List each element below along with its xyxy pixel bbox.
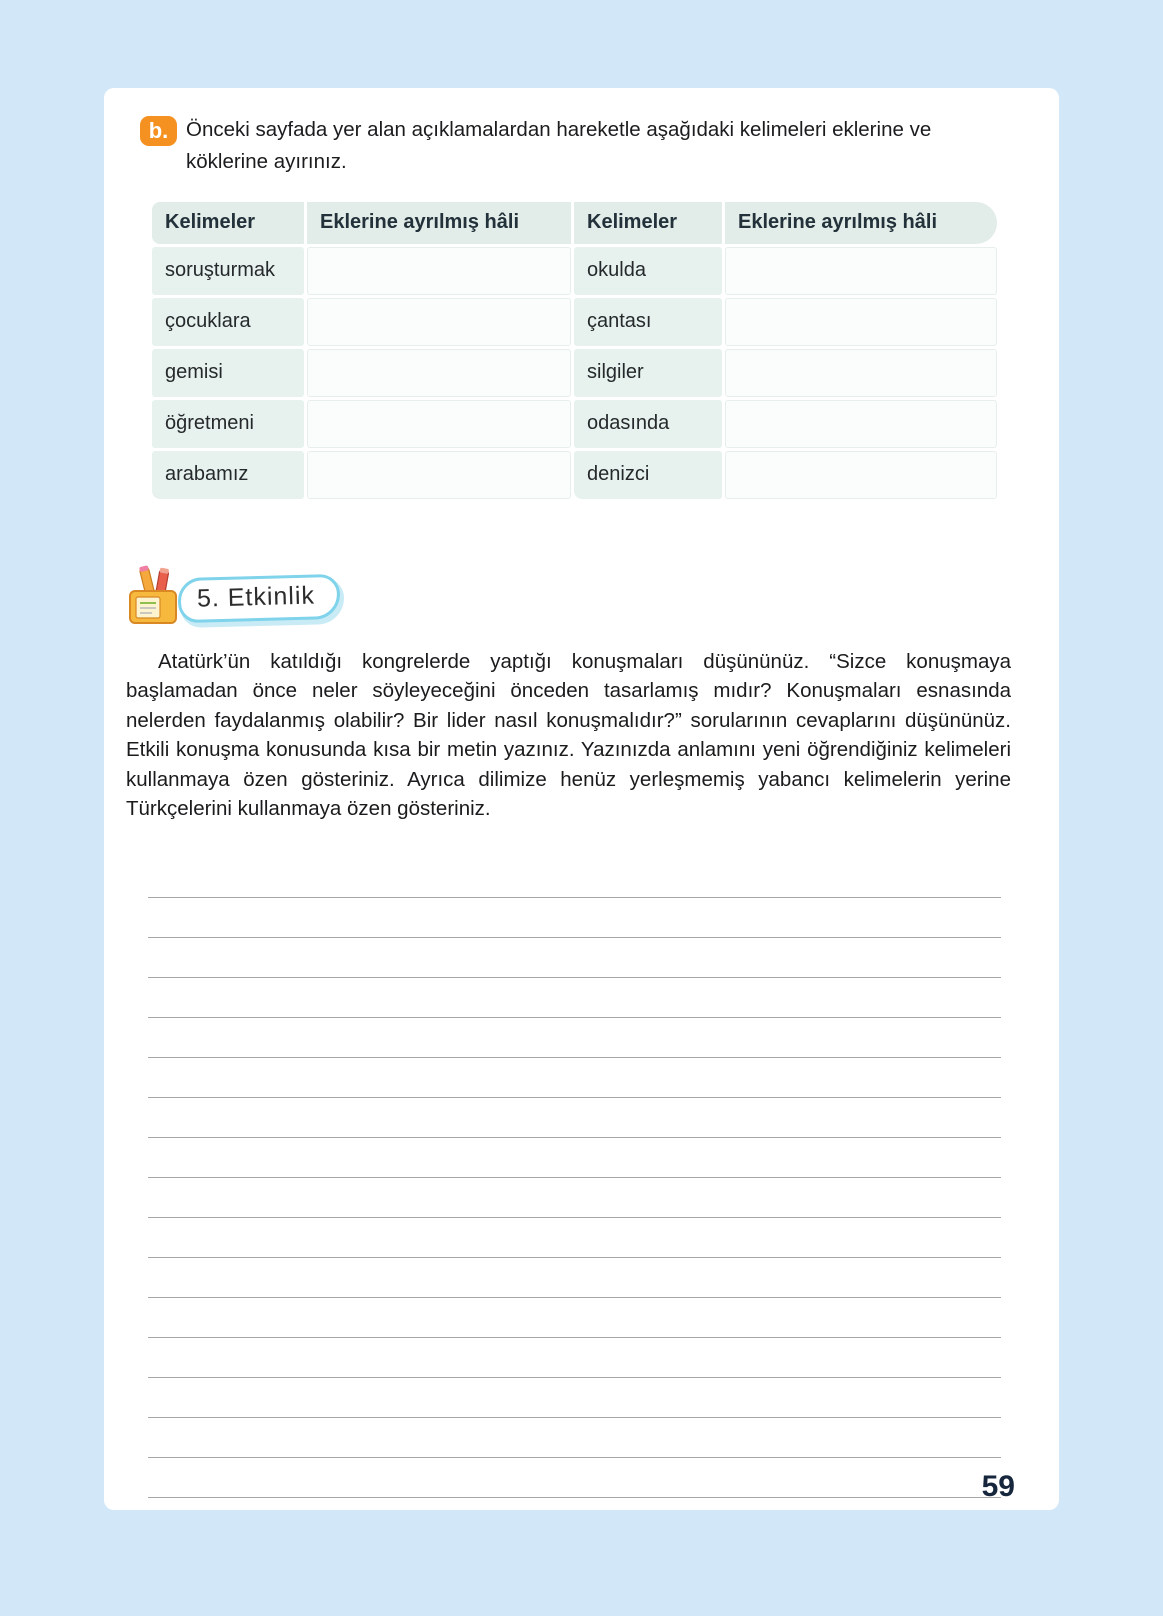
answer-cell (725, 298, 997, 346)
activity-header (126, 569, 1011, 629)
column-header-kelimeler-left: Kelimeler (152, 202, 304, 244)
section-b-badge: b. (140, 116, 177, 146)
word-cell: çantası (574, 298, 722, 346)
answer-cell (725, 451, 997, 499)
writing-line (148, 1378, 1001, 1418)
workbook-page (104, 88, 1059, 1510)
activity-title: 5. Etkinlik (177, 574, 340, 623)
word-cell: gemisi (152, 349, 304, 397)
answer-cell (307, 247, 571, 295)
word-cell: silgiler (574, 349, 722, 397)
word-cell: soruşturmak (152, 247, 304, 295)
answer-cell (725, 349, 997, 397)
column-header-ekler-left: Eklerine ayrılmış hâli (307, 202, 571, 244)
page-content (104, 88, 1059, 1498)
activity-paragraph: Atatürk’ün katıldığı kongrelerde yaptığı konuşmaları düşününüz. “Sizce konuşmaya başlamadan önce neler söyleyeceğini önceden tasarlamış mıdır? Konuşmaları esnasında nelerden faydalanmış olabilir? Bir lider nasıl konuşmalıdır?” sorularının cevaplarını düşününüz. Etkili konuşma konusunda kısa bir metin yazınız. Yazınızda anlamını yeni öğrendiğiniz kelimeleri kullanmaya özen gösteriniz. Ayrıca dilimize henüz yerleşmemiş yabancı kelimelerin yerine Türkçelerini kullanmaya özen gösteriniz. (126, 649, 1011, 821)
writing-line (148, 1458, 1001, 1498)
writing-line (148, 1418, 1001, 1458)
writing-line (148, 1338, 1001, 1378)
word-analysis-table (152, 202, 997, 499)
writing-line (148, 938, 1001, 978)
word-cell: çocuklara (152, 298, 304, 346)
column-header-kelimeler-right: Kelimeler (574, 202, 722, 244)
writing-line (148, 1058, 1001, 1098)
notepad-pencils-icon (126, 565, 186, 632)
answer-cell (307, 451, 571, 499)
writing-line (148, 1138, 1001, 1178)
writing-line (148, 1178, 1001, 1218)
word-cell: arabamız (152, 451, 304, 499)
writing-lines (148, 858, 1001, 1498)
writing-line (148, 1298, 1001, 1338)
word-cell: okulda (574, 247, 722, 295)
writing-line (148, 978, 1001, 1018)
writing-line (148, 1018, 1001, 1058)
word-cell: odasında (574, 400, 722, 448)
writing-line (148, 858, 1001, 898)
answer-cell (307, 400, 571, 448)
answer-cell (725, 247, 997, 295)
writing-line (148, 1098, 1001, 1138)
word-cell: öğretmeni (152, 400, 304, 448)
section-b-instruction: Önceki sayfada yer alan açıklamalardan hareketle aşağıdaki kelimeleri eklerine ve köklerine ayırınız. (186, 118, 932, 173)
answer-cell (725, 400, 997, 448)
writing-line (148, 1258, 1001, 1298)
column-header-ekler-right: Eklerine ayrılmış hâli (725, 202, 997, 244)
page-number: 59 (981, 1470, 1015, 1503)
writing-line (148, 1218, 1001, 1258)
section-b (126, 114, 1011, 178)
writing-line (148, 898, 1001, 938)
answer-cell (307, 298, 571, 346)
answer-cell (307, 349, 571, 397)
word-cell: denizci (574, 451, 722, 499)
